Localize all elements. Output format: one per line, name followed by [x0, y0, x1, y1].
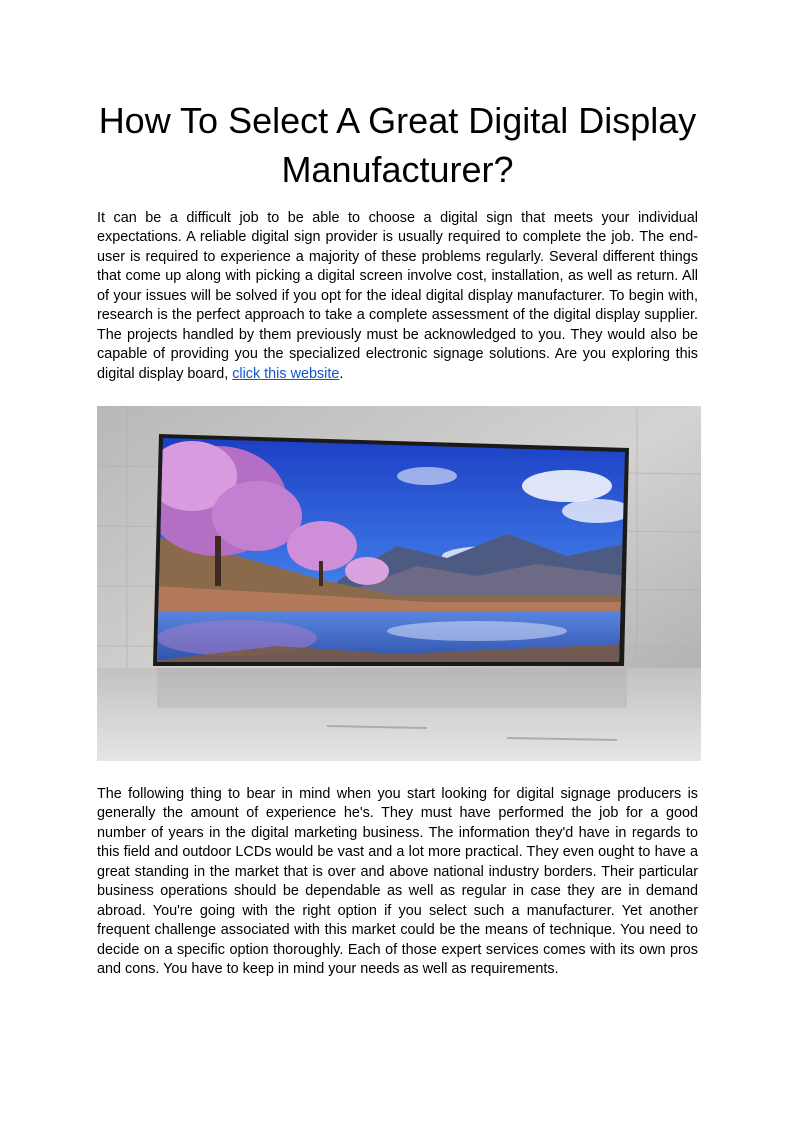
experience-paragraph: The following thing to bear in mind when you start looking for digital signage producers is generally the amount of experience he's. They must have performed the job for a good number of years in the digital marketing business. The information they'd have in regards to this field and outdoor LCDs would be vast and a lot more practical. They even ought to have a great standing in the market that is over and above national industry borders. Their particular business operations should be dependable as well as regular in case they are in demand abroad. You're going with the right option if you select such a manufacturer. Yet another frequent challenge associated with this market could be the means of technique. You need to decide on a specific option thoroughly. Each of those expert services comes with its own pros and cons. You have to keep in mind your needs as well as requirements.: [97, 786, 698, 978]
website-link[interactable]: click this website: [232, 365, 340, 382]
intro-paragraph: [97, 209, 698, 384]
led-display-photo: [97, 406, 701, 761]
page-title: How To Select A Great Digital Display Manufacturer?: [98, 100, 697, 190]
intro-paragraph-text: It can be a difficult job to be able to choose a digital sign that meets your individual expectations. A reliable digital sign provider is usually required to complete the job. The end-user is required to experience a majority of these problems regularly. Several different things that come up along with picking a digital screen involve cost, installation, as well as return. All of your issues will be solved if you opt for the ideal digital display manufacturer. To begin with, research is the perfect approach to take a complete assessment of the digital display supplier. The projects handled by them previously must be acknowledged to you. They would also be capable of providing you the specialized electronic signage solutions. Are you exploring this digital display board,: [97, 210, 698, 382]
intro-paragraph-end: .: [339, 365, 344, 382]
